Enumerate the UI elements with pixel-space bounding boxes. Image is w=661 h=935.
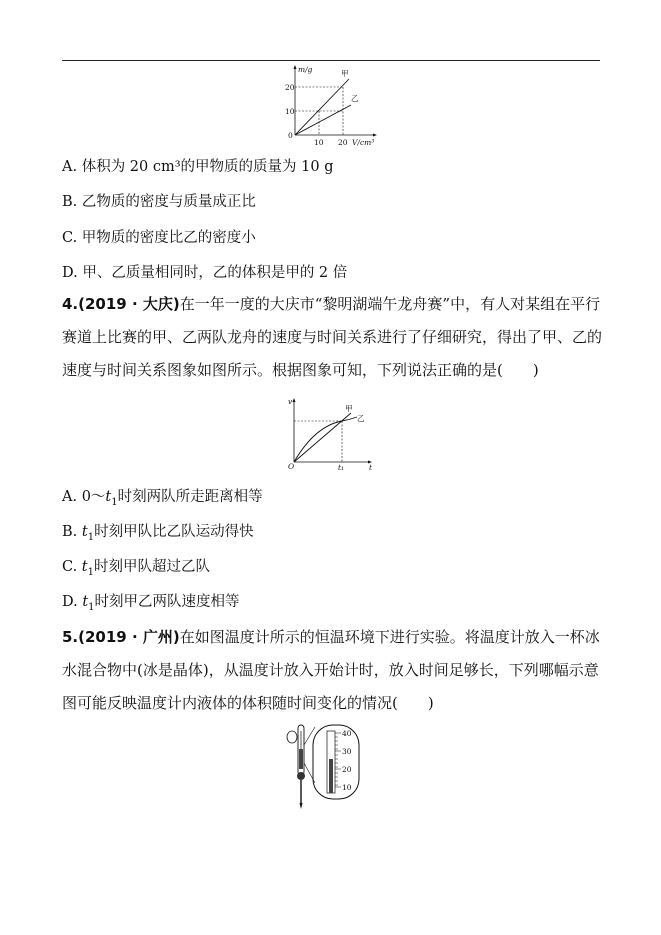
origin-o: O	[288, 462, 295, 471]
velocity-time-graph	[285, 396, 380, 471]
q4-text: 在一年一度的大庆市“黎明湖端午龙舟赛”中，有人对某组在平行赛道上比赛的甲、乙两队龙舟的速度与时间关系进行了仔细研究，得出了甲、乙的速度与时间关系图象如图所示。根据图象可知，下列说法正确的是( )	[62, 295, 603, 379]
question-5	[62, 621, 602, 720]
scale-40: 40	[342, 729, 352, 738]
q3-option-a: A. 体积为 20 cm³的甲物质的质量为 10 g	[62, 159, 334, 175]
mass-volume-graph	[285, 63, 385, 153]
x-tick-20: 20	[338, 138, 348, 147]
t1-tick: t₁	[338, 463, 345, 471]
y-tick-20: 20	[285, 83, 295, 92]
q4-source: (2019 · 大庆)	[78, 295, 180, 313]
jia-label: 甲	[341, 69, 349, 78]
question-4	[62, 288, 602, 387]
q5-number: 5.	[62, 628, 79, 646]
q3-option-b: B. 乙物质的密度与质量成正比	[62, 194, 256, 210]
t-axis-label: t	[369, 463, 373, 471]
x-axis-label: V/cm³	[352, 138, 375, 147]
x-tick-10: 10	[314, 138, 324, 147]
line-yi	[295, 105, 351, 135]
q4-option-c: C. $t_1$时刻甲队超过乙队	[62, 559, 210, 578]
y-tick-10: 10	[285, 107, 295, 116]
scale-20: 20	[342, 765, 352, 774]
scale-10: 10	[342, 783, 352, 792]
q4-option-d: D. $t_1$时刻甲乙两队速度相等	[62, 594, 240, 613]
origin-label: 0	[288, 131, 293, 140]
q5-text: 在如图温度计所示的恒温环境下进行实验。将温度计放入一杯冰水混合物中(冰是晶体)，从温度计放入开始计时，放入时间足够长，下列哪幅示意图可能反映温度计内液体的体积随时间变化的情况( )	[62, 628, 600, 712]
y-axis-label: m/g	[298, 65, 313, 74]
q4-number: 4.	[62, 295, 79, 313]
line-jia	[295, 79, 349, 135]
v-axis-label: v	[288, 397, 293, 406]
jia-label-v: 甲	[345, 404, 353, 413]
line-jia-v	[294, 413, 351, 462]
q3-option-c: C. 甲物质的密度比乙的密度小	[62, 230, 256, 246]
scale-30: 30	[342, 747, 352, 756]
thermometer-figure	[283, 723, 383, 811]
top-rule	[62, 60, 600, 61]
yi-label-v: 乙	[357, 414, 365, 423]
q5-source: (2019 · 广州)	[78, 628, 180, 646]
curve-yi-v	[294, 417, 357, 462]
yi-label: 乙	[351, 94, 359, 103]
q4-option-a: A. $0\sim t_1$时刻两队所走距离相等	[62, 489, 263, 508]
q3-option-d: D. 甲、乙质量相同时，乙的体积是甲的 2 倍	[62, 265, 348, 281]
q4-option-b: B. $t_1$时刻甲队比乙队运动得快	[62, 524, 254, 543]
